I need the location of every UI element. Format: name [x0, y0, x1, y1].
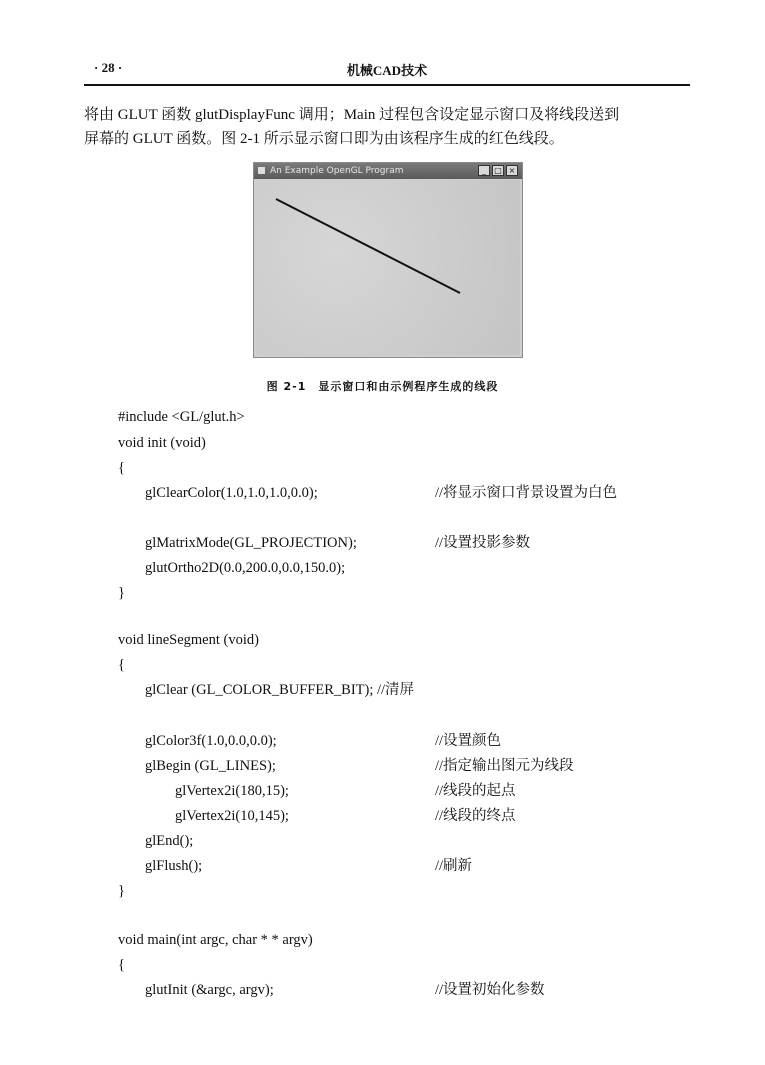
window-title: An Example OpenGL Program [270, 166, 404, 176]
code-line: { [118, 657, 125, 673]
running-header [84, 60, 690, 82]
code-line: glColor3f(1.0,0.0,0.0); [145, 733, 277, 749]
code-comment: //设置初始化参数 [435, 982, 545, 998]
code-line: glVertex2i(10,145); [175, 808, 289, 824]
app-icon [258, 167, 265, 174]
code-comment: //线段的起点 [435, 783, 516, 799]
close-icon: × [506, 165, 518, 176]
window-canvas [256, 180, 520, 355]
code-comment: //将显示窗口背景设置为白色 [435, 485, 618, 501]
code-line: glutOrtho2D(0.0,200.0,0.0,150.0); [145, 560, 346, 576]
book-title: 机械CAD技术 [346, 63, 428, 78]
code-line: { [118, 957, 125, 973]
code-comment: //线段的终点 [435, 808, 516, 824]
code-line: void init (void) [118, 435, 206, 451]
figure-caption: 图 2-1 显示窗口和由示例程序生成的线段 [266, 380, 499, 393]
header-rule [84, 84, 690, 86]
code-line: glBegin (GL_LINES); [145, 758, 276, 774]
intro-line-2: 屏幕的 GLUT 函数。图 2-1 所示显示窗口即为由该程序生成的红色线段。 [84, 131, 564, 147]
code-line: #include <GL/glut.h> [118, 409, 245, 425]
maximize-icon: □ [492, 165, 504, 176]
code-comment: //设置投影参数 [435, 535, 531, 551]
code-line: void main(int argc, char * * argv) [118, 932, 313, 948]
code-line: { [118, 460, 125, 476]
code-line: glMatrixMode(GL_PROJECTION); [145, 535, 357, 551]
code-line: glClear (GL_COLOR_BUFFER_BIT); //清屏 [145, 682, 415, 698]
code-line: glClearColor(1.0,1.0,1.0,0.0); [145, 485, 318, 501]
code-line: glVertex2i(180,15); [175, 783, 289, 799]
code-comment: //设置颜色 [435, 733, 502, 749]
code-line: } [118, 585, 125, 601]
code-comment: //指定输出图元为线段 [435, 758, 574, 774]
code-line: glutInit (&argc, argv); [145, 982, 274, 998]
intro-paragraph [84, 103, 696, 151]
code-line: void lineSegment (void) [118, 632, 259, 648]
code-line: glFlush(); [145, 858, 203, 874]
code-comment: //刷新 [435, 858, 473, 874]
minimize-icon: _ [478, 165, 490, 176]
window-titlebar [254, 163, 522, 179]
example-window-figure [253, 162, 523, 358]
code-line: } [118, 883, 125, 899]
line-segment [276, 199, 460, 293]
line-segment-drawing [256, 180, 520, 355]
code-line: glEnd(); [145, 833, 194, 849]
intro-line-1: 将由 GLUT 函数 glutDisplayFunc 调用；Main 过程包含设定显示窗口及将线段送到 [84, 107, 620, 123]
page-number: · 28 · [94, 60, 123, 75]
